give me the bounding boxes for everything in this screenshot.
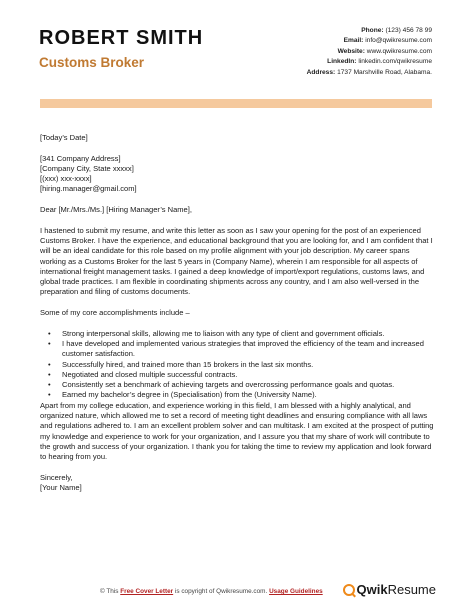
- magnifier-icon: [343, 584, 355, 596]
- website-link[interactable]: www.qwikresume.com: [366, 47, 432, 55]
- letter-date: [Today’s Date]: [40, 133, 88, 142]
- list-item: • I have developed and implemented various strategies that improved the efficiency of the team and increased customer satisfaction.: [40, 339, 435, 360]
- email-link[interactable]: info@qwikresume.com: [365, 37, 432, 45]
- free-cover-letter-link[interactable]: Free Cover Letter: [120, 588, 174, 595]
- footer-middle: is copyright of Qwikresume.com.: [174, 588, 268, 595]
- list-item: • Negotiated and closed multiple successful contracts.: [40, 370, 435, 380]
- contact-address: [307, 68, 432, 78]
- logo-resume: Resume: [387, 582, 436, 597]
- recipient-phone-line: [(xxx) xxx-xxxx]: [40, 174, 92, 184]
- linkedin-link[interactable]: linkedin.com/qwikresume: [358, 58, 432, 66]
- list-item: • Strong interpersonal skills, allowing me to liaison with any type of client and government officials.: [40, 329, 435, 339]
- header-divider-bar: [40, 99, 432, 108]
- website-label: Website:: [337, 47, 365, 55]
- applicant-name: ROBERT SMITH: [39, 27, 204, 49]
- phone-value: (123) 456 78 99: [385, 27, 432, 34]
- list-item: • Successfully hired, and trained more than 15 brokers in the last six months.: [40, 360, 435, 370]
- signature-name: [Your Name]: [40, 483, 82, 493]
- address-label: Address:: [306, 68, 336, 76]
- copyright-footer: [100, 588, 323, 595]
- recipient-city-line: [Company City, State xxxxx]: [40, 163, 134, 173]
- accomplishments-intro: Some of my core accomplishments include –: [40, 308, 190, 318]
- job-title: Customs Broker: [39, 55, 145, 70]
- list-item: • Earned my bachelor’s degree in (Specialisation) from the (University Name).: [40, 390, 435, 400]
- phone-label: Phone:: [361, 27, 384, 34]
- salutation: Dear [Mr./Mrs./Ms.] [Hiring Manager’s Name],: [40, 205, 192, 215]
- list-item: • Consistently set a benchmark of achieving targets and overcrossing performance goals and quotas.: [40, 380, 435, 390]
- usage-guidelines-link[interactable]: Usage Guidelines: [269, 588, 323, 595]
- logo-qwik: Qwik: [356, 582, 388, 597]
- footer-prefix: © This: [100, 588, 119, 595]
- letter-body: [40, 133, 435, 493]
- closing-paragraph: Apart from my college education, and experience working in this field, I am blessed with a highly analytical, and organized nature, which allowed me to set a record of meeting tight deadlines and ensuring compliance with all laws and regulations adhered to. I am an excellent problem solver and can multitask. I am excited at the prospect of putting my knowledge and experience to work for your organization, and I assure you that my share of work will contribute to the growth and success of your organization. I thank you for taking the time to review my application and look forward to hearing from you.: [40, 400, 434, 462]
- qwikresume-logo[interactable]: [343, 582, 437, 597]
- contact-linkedin: [307, 57, 432, 67]
- intro-paragraph: I hastened to submit my resume, and write this letter as soon as I saw your opening for the post of an experienced Customs Broker. I have the experience, and educational background that you are looking for, and I am confident that I will be an ideal candidate for this role based on my profile alignment with your job description. My career spans working as a Customs Broker for the last 5 years in (Company Name), wherein I am responsible for all aspects of international freight management tasks. I gained a deep knowledge of import/export regulations, customs laws, and global trade practices. I am flexible in coordinating shipments across any country, and I am also well-versed in the preparation and filing of customs documents.: [40, 225, 433, 297]
- email-label: Email:: [343, 37, 364, 45]
- accomplishments-list: [40, 329, 435, 401]
- linkedin-label: LinkedIn:: [327, 58, 357, 66]
- address-value: 1737 Marshville Road, Alabama.: [337, 68, 432, 76]
- signoff: Sincerely,: [40, 472, 73, 482]
- contact-block: [307, 26, 432, 78]
- contact-website: [307, 47, 432, 57]
- recipient-email-line: [hiring.manager@gmail.com]: [40, 184, 137, 194]
- recipient-address-line: [341 Company Address]: [40, 153, 121, 163]
- contact-email: [307, 36, 432, 46]
- contact-phone: [307, 26, 432, 36]
